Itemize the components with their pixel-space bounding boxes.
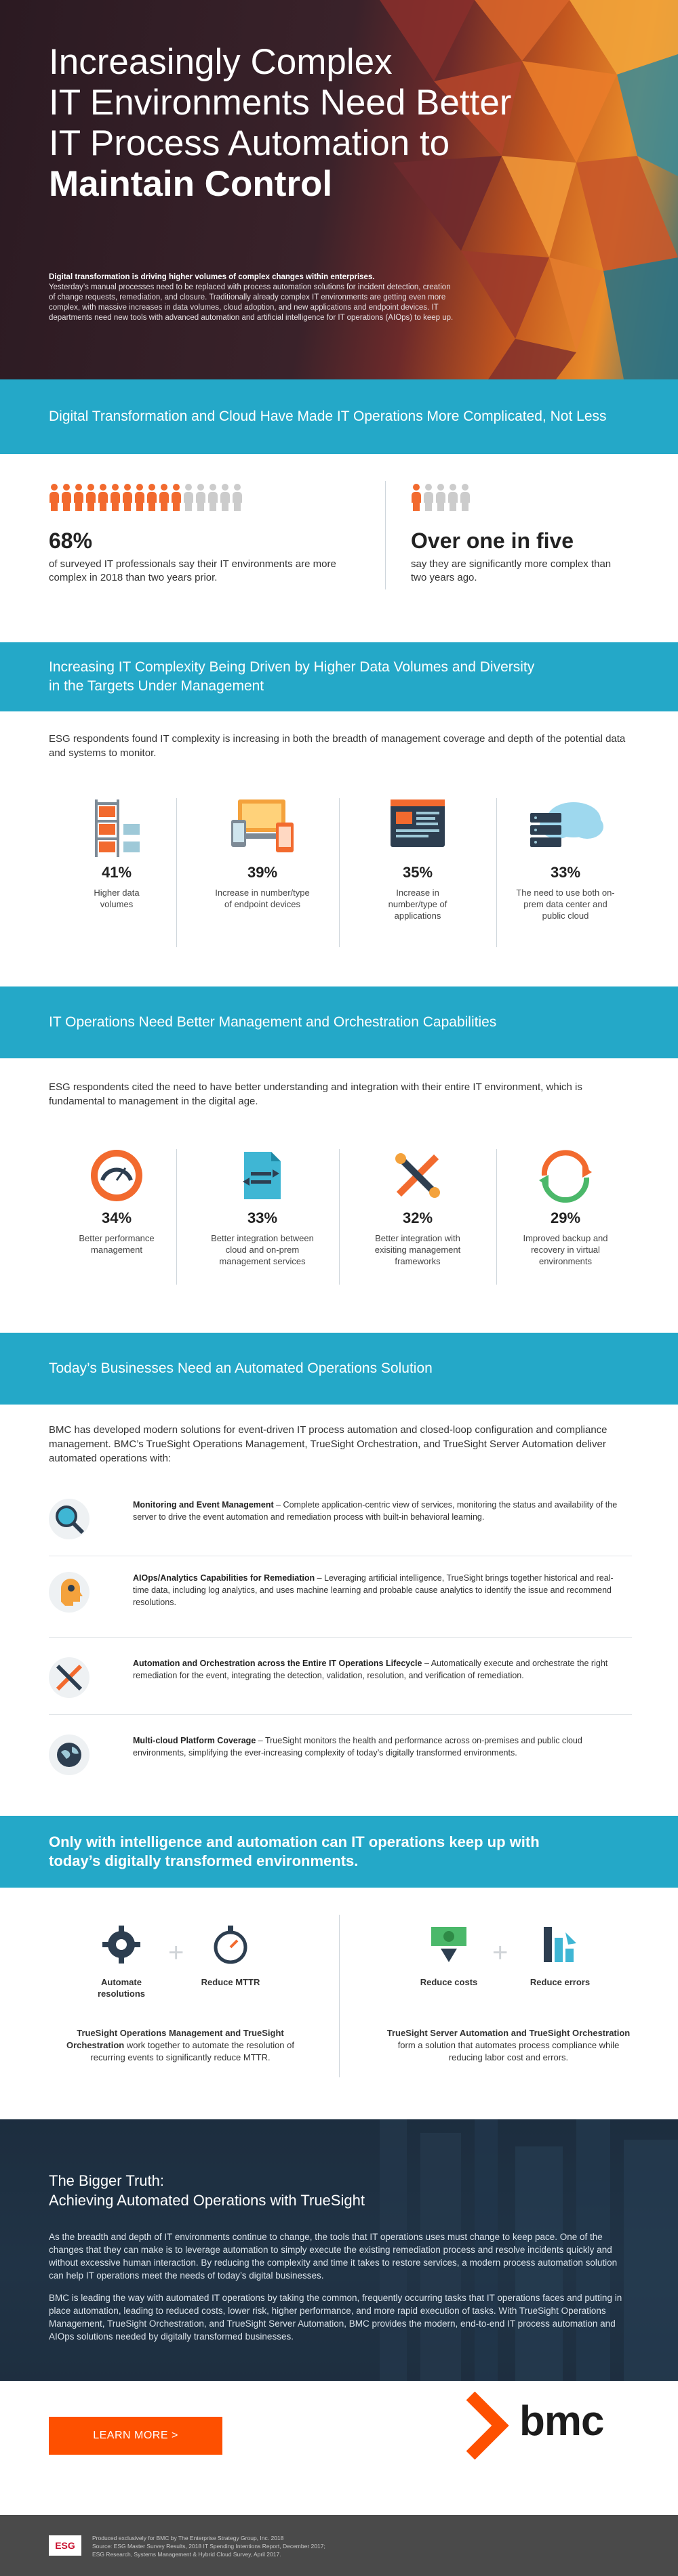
stat-label: Better integration with exisiting management frameworks — [374, 1233, 461, 1266]
stat-label: Better integration between cloud and on-prem management services — [211, 1233, 314, 1266]
person-icon — [435, 484, 445, 511]
hero-intro — [49, 272, 456, 323]
section2-lead: ESG respondents found IT complexity is increasing in both the breadth of management coverage and depth of the potential data and systems to monitor. — [49, 733, 626, 759]
chart-down-icon — [538, 1923, 582, 1966]
footer-line-2: Source: ESG Master Survey Results, 2018 IT Spending Intentions Report, December 2017; — [92, 2543, 325, 2550]
recovery-icon — [535, 1145, 596, 1206]
col-divider — [339, 798, 340, 947]
person-icon — [423, 484, 433, 511]
col-divider — [496, 798, 497, 947]
hero-title — [49, 42, 564, 205]
person-icon — [73, 484, 83, 511]
learn-more-button[interactable]: LEARN MORE > — [49, 2417, 222, 2455]
hero-title-line-2: IT Environments Need Better — [49, 83, 512, 123]
section1 — [0, 454, 678, 650]
person-icon — [49, 484, 59, 511]
section3-band: IT Operations Need Better Management and Orchestration Capabilities — [0, 986, 678, 1058]
person-icon — [85, 484, 96, 511]
hero-title-line-3: IT Process Automation to — [49, 123, 450, 163]
bigger-truth-heading — [49, 2171, 365, 2210]
person-icon — [447, 484, 458, 511]
feature-title: Multi-cloud Platform Coverage — [133, 1736, 256, 1745]
bigger-truth-paragraph-2: BMC is leading the way with automated IT operations by taking the common, frequently occurring tasks that IT operations faces and putting in place automation, leading to reduced costs, lower risk, higher performance, and more rapid execution of tasks. With TrueSight Operations Management, TrueSight Orchestration, and TrueSight Server Automation, BMC provides the modern, end-to-end IT process automation and AIOps solutions needed by digitally transformed businesses. — [49, 2293, 622, 2342]
person-icon — [122, 484, 132, 511]
stat-value: 29% — [550, 1209, 581, 1226]
section1-band: Digital Transformation and Cloud Have Made IT Operations More Complicated, Not Less — [0, 379, 678, 454]
stat-col-endpoints — [184, 793, 340, 910]
feature-desc: – Complete application-centric view of services, monitoring the status and availability of the server to drive the event automation and remediation process with built-in behavioral learning. — [133, 1500, 618, 1522]
footer-line-3: ESG Research, Systems Management & Hybrid Cloud Survey, April 2017. — [92, 2551, 281, 2558]
stat-label: Improved backup and recovery in virtual environments — [523, 1233, 608, 1266]
left-desc — [58, 2027, 302, 2064]
stat1-value: 68% — [49, 528, 93, 553]
feature-desc: – Leveraging artificial intelligence, TrueSight brings together historical and real-time data, including log analytics, and uses machine learning and probable cause analytics to identify the issue and recommend resolutions. — [133, 1573, 614, 1607]
row-divider — [49, 1637, 632, 1638]
mttr-block — [197, 1923, 264, 1988]
hero-intro-text: Yesterday’s manual processes need to be replaced with process automation solutions for incident detection, creation of change requests, remediation, and closure. Traditionally already complex IT environments are getting even more complex, with massive increases in data volumes, cloud adoption, and new applications and endpoint devices. IT departments need new tools with advanced automation and artificial intelligence for IT operations (AIOps) to keep up. — [49, 283, 454, 322]
section5-divider — [339, 1915, 340, 2077]
bigger-truth-heading-1: The Bigger Truth: — [49, 2172, 164, 2189]
stat-col-performance — [49, 1145, 184, 1255]
stat-col-frameworks — [340, 1145, 495, 1267]
stat-value: 35% — [402, 864, 433, 881]
feature-text — [133, 1657, 628, 1682]
stat-value: 41% — [101, 864, 132, 881]
stat-label: Increase in number/type of applications — [388, 888, 447, 921]
hero-title-bold: Maintain Control — [49, 164, 333, 204]
section4-band: Today’s Businesses Need an Automated Operations Solution — [0, 1333, 678, 1405]
footer — [0, 2515, 678, 2576]
bmc-logo-text: bmc — [519, 2398, 604, 2445]
stat-col-applications — [340, 793, 495, 921]
stat-value: 39% — [247, 864, 278, 881]
stopwatch-icon — [209, 1923, 252, 1966]
mttr-label: Reduce MTTR — [201, 1977, 260, 1987]
errors-block — [526, 1923, 594, 1988]
col-divider — [496, 1149, 497, 1285]
section5-band — [0, 1816, 678, 1888]
costs-label: Reduce costs — [420, 1977, 478, 1987]
section2-band-text: Increasing IT Complexity Being Driven by Higher Data Volumes and Diversity in the Targets Under Management — [49, 659, 535, 694]
person-icon — [207, 484, 218, 511]
col-divider — [176, 798, 177, 947]
person-icon — [134, 484, 144, 511]
stat-value: 34% — [101, 1209, 132, 1226]
applications-icon — [384, 793, 452, 860]
ai-head-icon — [49, 1572, 89, 1613]
stat2-value: Over one in five — [411, 528, 574, 553]
section4-lead: BMC has developed modern solutions for event-driven IT process automation and closed-loop configuration and compliance management. BMC’s TrueSight Operations Management, TrueSight Orchestration, and TrueSight Server Automation deliver automated operations with: — [49, 1424, 607, 1464]
feature-desc: – Automatically execute and orchestrate the right remediation for the event, integrating the detection, validation, resolution, and verification of remediation. — [133, 1659, 608, 1680]
bigger-truth-heading-2: Achieving Automated Operations with TrueSight — [49, 2192, 365, 2209]
person-icon — [220, 484, 230, 511]
magnifier-icon — [49, 1499, 89, 1539]
person-icon — [159, 484, 169, 511]
row-divider — [49, 1714, 632, 1715]
feature-text — [133, 1734, 628, 1759]
section3-lead: ESG respondents cited the need to have better understanding and integration with their entire IT environment, which is fundamental to management in the digital age. — [49, 1081, 582, 1107]
stat-value: 33% — [247, 1209, 278, 1226]
hero — [0, 0, 678, 379]
errors-label: Reduce errors — [530, 1977, 591, 1987]
feature-desc: – TrueSight monitors the health and performance across on-premises and public cloud environments, simplifying the ever-increasing complexity of today’s digitally transformed environments. — [133, 1736, 582, 1758]
gear-icon — [100, 1923, 143, 1966]
stat-label: Better performance management — [79, 1233, 155, 1255]
section5-band-text: Only with intelligence and automation can IT operations keep up with today’s digitally transformed environments. — [49, 1833, 540, 1869]
cloud-server-icon — [525, 793, 606, 860]
stat-value: 33% — [550, 864, 581, 881]
feature-title: Monitoring and Event Management — [133, 1500, 274, 1510]
left-desc-bold: TrueSight Operations Management and TrueSight Orchestration — [66, 2028, 284, 2050]
hero-title-line-1: Increasingly Complex — [49, 42, 393, 82]
stat-col-cloud-integration — [184, 1145, 340, 1267]
devices-icon — [228, 793, 296, 860]
person-icon — [460, 484, 470, 511]
person-icon — [110, 484, 120, 511]
automate-block — [84, 1923, 159, 1999]
stat-label: Higher data volumes — [94, 888, 140, 909]
stat-divider — [385, 481, 386, 589]
stat-col-data-volumes — [49, 793, 184, 910]
tools-icon — [387, 1145, 448, 1206]
stat-label: Increase in number/type of endpoint devices — [215, 888, 310, 909]
data-stack-icon — [89, 793, 144, 860]
section2-band — [0, 642, 678, 711]
bmc-logo-chevron-icon — [461, 2392, 514, 2459]
person-icon — [171, 484, 181, 511]
bigger-truth-paragraph-1: As the breadth and depth of IT environments continue to change, the tools that IT operations uses must change to keep pace. One of the changes that they can make is to leverage automation to simply execute the existing remediation process and resolve incidents quickly and without excessive human interaction. By reducing the complexity and time it takes to restore services, a modern process automation solution can help IT operations meet the needs of today’s digital businesses. — [49, 2232, 618, 2281]
person-icon — [232, 484, 242, 511]
footer-line-1: Produced exclusively for BMC by The Enterprise Strategy Group, Inc. 2018 — [92, 2535, 284, 2541]
stat-value: 32% — [402, 1209, 433, 1226]
people-icon-row-68 — [49, 484, 242, 511]
right-desc — [380, 2027, 637, 2064]
crossed-tools-icon — [49, 1657, 89, 1698]
left-desc-text: work together to automate the resolution of recurring events to significantly reduce MTTR. — [90, 2040, 294, 2062]
stat-label: The need to use both on-prem data center and public cloud — [516, 888, 615, 921]
bigger-truth-section — [0, 2119, 678, 2381]
stat-col-backup — [498, 1145, 633, 1267]
stat-col-cloud — [498, 793, 633, 921]
money-down-icon — [427, 1923, 471, 1966]
gauge-icon — [86, 1145, 147, 1206]
transfer-icon — [232, 1145, 293, 1206]
globe-icon — [49, 1734, 89, 1775]
person-icon — [411, 484, 421, 511]
stat2-text: say they are significantly more complex than two years ago. — [411, 558, 612, 583]
feature-title: AIOps/Analytics Capabilities for Remediation — [133, 1573, 315, 1583]
person-icon — [195, 484, 205, 511]
person-icon — [183, 484, 193, 511]
feature-title: Automation and Orchestration across the Entire IT Operations Lifecycle — [133, 1659, 422, 1668]
plus-icon: + — [492, 1938, 509, 1968]
costs-block — [415, 1923, 483, 1988]
person-icon — [98, 484, 108, 511]
feature-text — [133, 1499, 628, 1523]
right-desc-bold: TrueSight Server Automation and TrueSight Orchestration — [386, 2028, 631, 2038]
automate-label: Automate resolutions — [97, 1977, 146, 1999]
stat1-text: of surveyed IT professionals say their IT environments are more complex in 2018 than two years prior. — [49, 558, 336, 583]
person-icon — [61, 484, 71, 511]
people-icon-row-one-in-five — [411, 484, 470, 511]
col-divider — [339, 1149, 340, 1285]
hero-intro-bold: Digital transformation is driving higher volumes of complex changes within enterprises. — [49, 273, 375, 281]
plus-icon: + — [168, 1938, 184, 1968]
esg-logo: ESG — [49, 2535, 81, 2556]
person-icon — [146, 484, 157, 511]
right-desc-text: form a solution that automates process compliance while reducing labor cost and errors. — [397, 2040, 620, 2062]
col-divider — [176, 1149, 177, 1285]
feature-text — [133, 1572, 628, 1608]
